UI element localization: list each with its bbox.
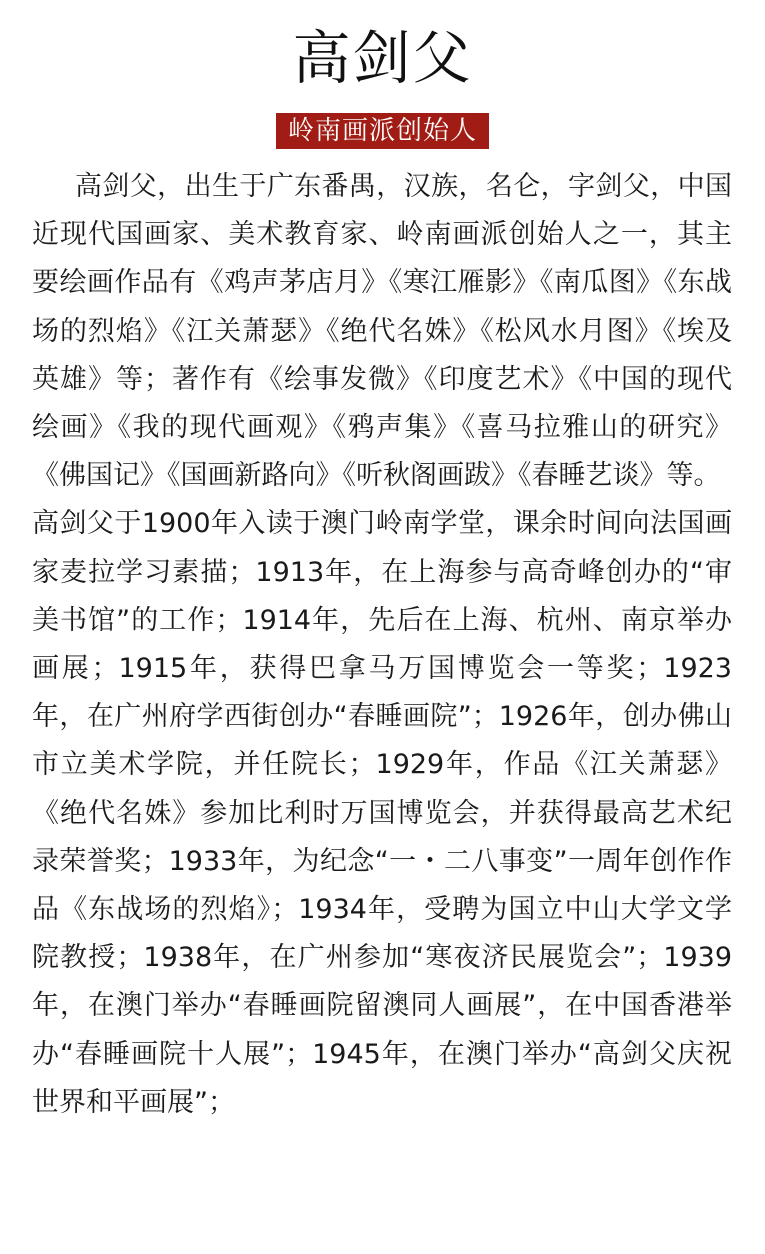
- article-body: [32, 163, 732, 1127]
- subtitle-container: [0, 113, 765, 149]
- subtitle-badge: 岭南画派创始人: [276, 113, 489, 149]
- page-title: 高剑父: [292, 24, 473, 92]
- intro-paragraph: 高剑父，出生于广东番禺，汉族，名仑，字剑父，中国近现代国画家、美术教育家、岭南画派创始人之一，其主要绘画作品有《鸡声茅店月》《寒江雁影》《南瓜图》《东战场的烈焰》《江关萧瑟》《绝代名姝》《松风水月图》《埃及英雄》等；著作有《绘事发微》《印度艺术》《中国的现代绘画》《我的现代画观》《鸦声集》《喜马拉雅山的研究》《佛国记》《国画新路向》《听秋阁画跋》《春睡艺谈》等。: [32, 171, 732, 492]
- biography-paragraph: 高剑父于1900年入读于澳门岭南学堂，课余时间向法国画家麦拉学习素描；1913年，在上海参与高奇峰创办的“审美书馆”的工作；1914年，先后在上海、杭州、南京举办画展；1915年，获得巴拿马万国博览会一等奖；1923年，在广州府学西街创办“春睡画院”；1926年，创办佛山市立美术学院，并任院长；1929年，作品《江关萧瑟》《绝代名姝》参加比利时万国博览会，并获得最高艺术纪录荣誉奖；1933年，为纪念“一・二八事变”一周年创作作品《东战场的烈焰》；1934年，受聘为国立中山大学文学院教授；1938年，在广州参加“寒夜济民展览会”；1939年，在澳门举办“春睡画院留澳同人画展”，在中国香港举办“春睡画院十人展”；1945年，在澳门举办“高剑父庆祝世界和平画展”；: [32, 508, 732, 1118]
